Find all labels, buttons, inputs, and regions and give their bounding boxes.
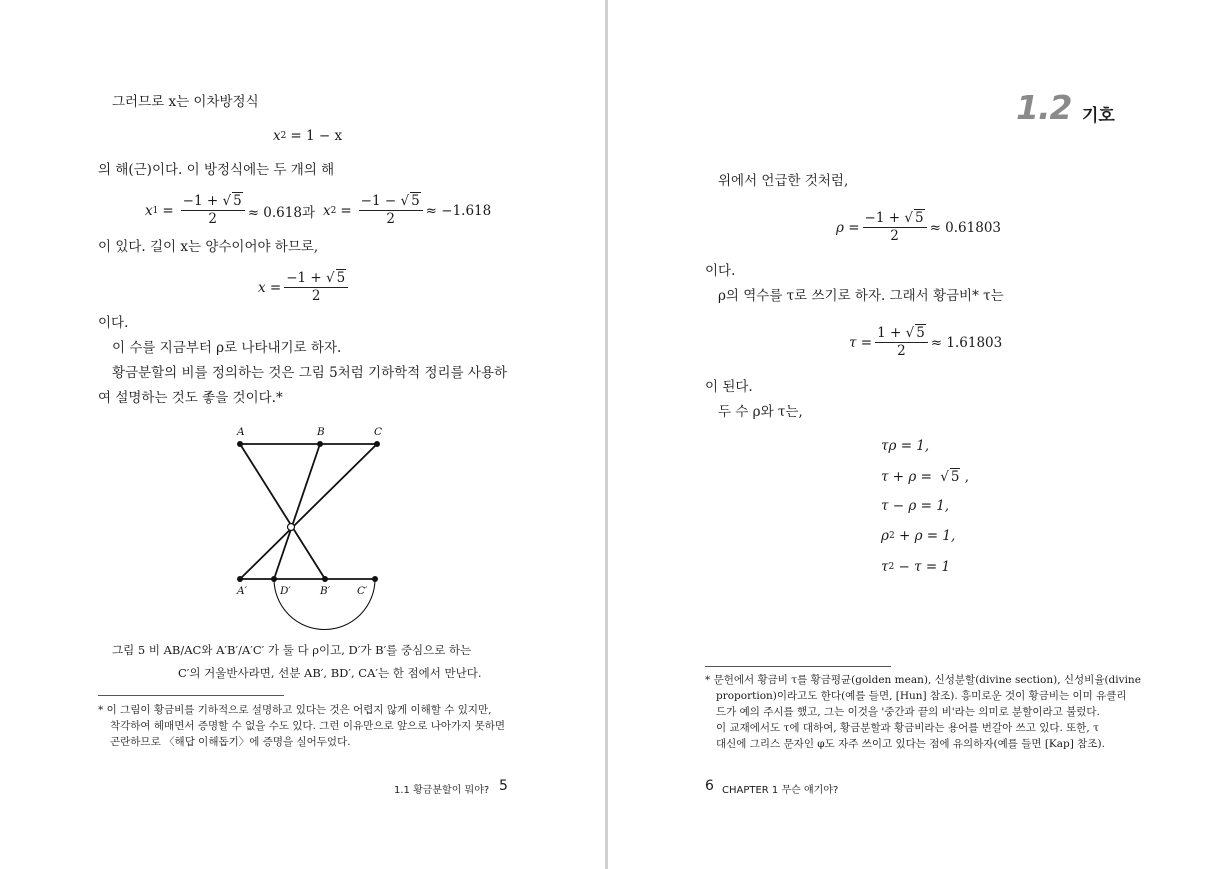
equation-solutions (145, 194, 491, 227)
identity-tail: + ρ = 1, (894, 528, 956, 544)
eq-equals: = (162, 202, 174, 219)
footnote-rule (98, 695, 284, 696)
point-A2 (237, 576, 243, 582)
paragraph-3: 이 있다. 길이 x는 양수이어야 하므로, (98, 239, 319, 255)
eq-var: x (145, 202, 153, 219)
footnote-line1: * 문헌에서 황금비 τ를 황금평균(golden mean), 신성분할(divine section), 신성비율(divine (705, 674, 1141, 686)
page-number: 6 (705, 778, 714, 794)
approx-value: ≈ 0.618과 (247, 204, 315, 221)
frac-num: −1 + (864, 210, 901, 226)
frac-den: 2 (208, 211, 217, 227)
identity-1 (881, 438, 929, 454)
point-C2 (372, 576, 378, 582)
point-D2 (271, 576, 277, 582)
identity-text: τρ = 1, (881, 438, 930, 454)
footnote-line3: 곤란하므로 〈해답 이해돕기〉에 증명을 실어두었다. (110, 736, 351, 748)
frac-den: 2 (897, 343, 906, 359)
running-head: CHAPTER 1 무슨 얘기야? (722, 785, 839, 796)
paragraph-5: 두 수 ρ와 τ는, (718, 404, 803, 420)
eq-exp: 2 (888, 562, 895, 572)
eq-rhs: = 1 − x (290, 128, 343, 144)
label-D2: D′ (280, 585, 291, 597)
equation-tau (849, 326, 1002, 359)
fraction: $\frac{-1 + √ 5}{2}$ (181, 194, 245, 227)
frac-num: −1 − (360, 193, 397, 209)
equation-quadratic (273, 128, 342, 144)
eq-lhs: τ = (849, 334, 873, 351)
label-C: C (374, 426, 383, 438)
eq-lhs: ρ = (836, 219, 860, 236)
segment-CA2 (240, 444, 377, 579)
eq-exp: 2 (280, 131, 287, 141)
label-A2: A′ (237, 585, 247, 597)
section-title: 기호 (1082, 106, 1115, 126)
frac-den: 2 (311, 288, 321, 304)
frac-num: −1 + (286, 270, 322, 286)
eq-exp: 2 (888, 531, 895, 541)
eq-var: x (273, 128, 281, 144)
footnote-line1: * 이 그림이 황금비를 기하적으로 설명하고 있다는 것은 어렵지 않게 이해할 수 있지만, (98, 704, 492, 716)
left-page (0, 0, 605, 869)
figure-caption-line2: C′의 거울반사라면, 선분 AB′, BD′, CA′는 한 점에서 만난다. (178, 666, 482, 680)
fraction: $\frac{-1 + √ 5}{2}$ (863, 211, 927, 244)
paragraph-2: 이다. (705, 263, 736, 279)
frac-num: −1 + (182, 193, 219, 209)
identity-text: τ + ρ = (881, 468, 937, 485)
label-A: A (237, 426, 245, 438)
eq-var: x (322, 202, 331, 219)
footnote-line3: 드가 예의 주시를 했고, 그는 이것을 '중간과 끝의 비'라는 의미로 분할이라고 불렀다. (716, 706, 1100, 718)
paragraph-4: 이 된다. (705, 379, 753, 395)
footnote-line2: proportion)이라고도 한다(예를 들면, [Hun] 참조). 흥미로운 것이 황금비는 이미 유클리 (716, 690, 1127, 702)
paragraph-4: 이다. (98, 315, 129, 331)
identity-5 (881, 559, 950, 575)
equation-x (258, 271, 351, 304)
identity-3 (881, 498, 949, 514)
point-A (237, 441, 243, 447)
identity-tail: − τ = 1 (894, 559, 951, 575)
identity-text: ρ (881, 528, 889, 544)
label-B: B (317, 426, 325, 438)
paragraph-7: 여 설명하는 것도 좋을 것이다.* (98, 390, 283, 406)
footnote-line5: 대신에 그리스 문자인 φ도 자주 쓰이고 있다는 점에 유의하자(예를 들면 [Kap] 참조). (716, 738, 1105, 750)
paragraph-1: 위에서 언급한 것처럼, (718, 173, 849, 189)
page-number: 5 (499, 778, 508, 794)
section-number: 1.2 (1016, 88, 1072, 127)
sqrt-arg: 5 (950, 469, 960, 485)
footnote-line2: 착각하여 헤매면서 증명할 수 없을 수도 있다. 그런 이유만으로 앞으로 나아가지 못하면 (110, 720, 506, 732)
running-head: 1.1 황금분할이 뭐야? (394, 785, 490, 796)
paragraph-5: 이 수를 지금부터 ρ로 나타내기로 하자. (112, 340, 342, 356)
frac-den: 2 (386, 211, 395, 227)
paragraph-1: 그러므로 x는 이차방정식 (112, 94, 259, 110)
sqrt-arg: 5 (914, 210, 924, 226)
label-C2: C′ (357, 585, 368, 597)
frac-den: 2 (890, 228, 899, 244)
fraction: $\frac{-1 - √ 5}{2}$ (359, 194, 423, 227)
identity-4 (881, 528, 955, 544)
sqrt-arg: 5 (336, 270, 346, 286)
footnote-rule (705, 666, 891, 667)
right-page (608, 0, 1211, 869)
fraction: $\frac{-1 + √ 5}{2}$ (284, 271, 348, 304)
point-B2 (322, 576, 328, 582)
paragraph-6: 황금분할의 비를 정의하는 것은 그림 5처럼 기하학적 정리를 사용하 (112, 365, 508, 381)
frac-num: 1 + (877, 325, 902, 341)
footnote-line4: 이 교재에서도 τ에 대하여, 황금분할과 황금비라는 용어를 번갈아 쓰고 있다. 또한, τ (716, 722, 1099, 734)
sqrt-arg: 5 (916, 325, 925, 341)
fraction: $\frac{1 + √ 5}{2}$ (875, 326, 928, 359)
figure-caption-line1: 그림 5 비 AB/AC와 A′B′/A′C′ 가 둘 다 ρ이고, D′가 B′를 중심으로 하는 (112, 643, 472, 657)
eq-sub: 2 (330, 205, 337, 216)
label-B2: B′ (320, 585, 331, 597)
eq-equals: = (340, 202, 352, 219)
sqrt-arg: 5 (411, 193, 420, 209)
paragraph-2: 의 해(근)이다. 이 방정식에는 두 개의 해 (98, 162, 335, 178)
identity-text: τ − ρ = 1, (881, 498, 950, 514)
equation-rho (836, 211, 1001, 244)
point-C (374, 441, 380, 447)
identity-2: τ + ρ = √ 5 , (881, 468, 969, 485)
intersection-point (288, 524, 295, 531)
identity-text: τ (881, 559, 889, 575)
approx-value: ≈ 0.61803 (929, 219, 1001, 236)
point-B (317, 441, 323, 447)
identity-tail: , (960, 468, 969, 485)
eq-sub: 1 (152, 205, 159, 216)
approx-value: ≈ −1.618 (425, 202, 492, 219)
sqrt-arg: 5 (233, 193, 242, 209)
approx-value: ≈ 1.61803 (930, 334, 1003, 351)
paragraph-3: ρ의 역수를 τ로 쓰기로 하자. 그래서 황금비* τ는 (718, 288, 1004, 304)
eq-lhs: x = (258, 279, 282, 296)
figure-golden-section (225, 422, 395, 632)
